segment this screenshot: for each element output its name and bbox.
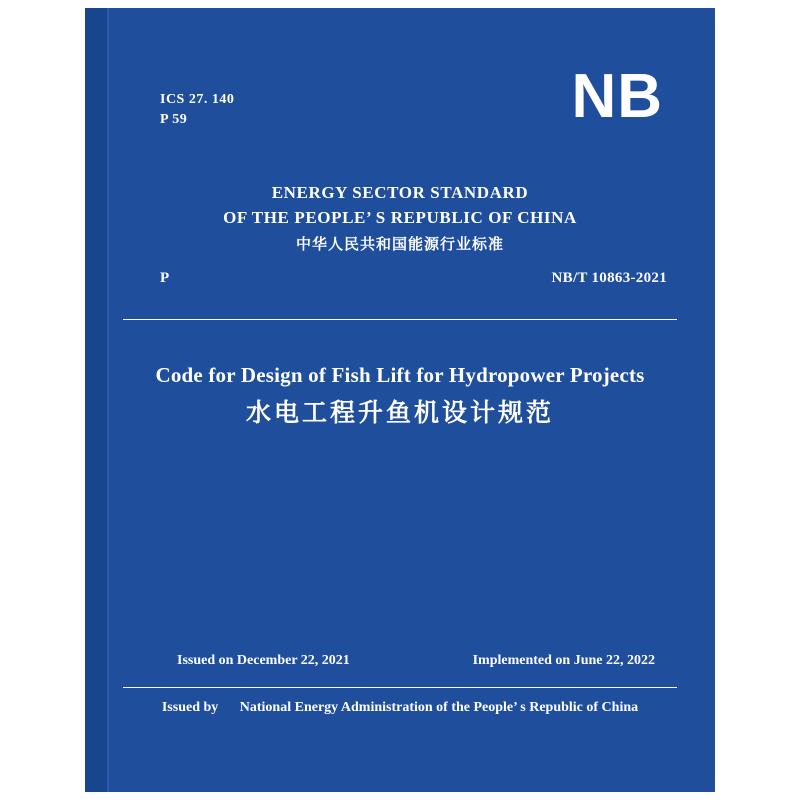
category-letter: P [160, 270, 170, 286]
ics-classification-block [160, 90, 234, 130]
standard-code-row [85, 270, 715, 292]
title-english: Code for Design of Fish Lift for Hydropower Projects [155, 363, 645, 387]
issuing-organization-block [85, 180, 715, 258]
org-line-en-2: OF THE PEOPLE’ S REPUBLIC OF CHINA [223, 208, 577, 227]
standard-cover [85, 8, 715, 792]
issued-by-label: Issued by [161, 700, 219, 715]
org-line-en-1: ENERGY SECTOR STANDARD [271, 183, 529, 202]
issued-by-organization: National Energy Administration of the People’ s Republic of China [239, 700, 639, 715]
implemented-date: Implemented on June 22, 2022 [472, 653, 655, 668]
nb-logo: NB [571, 62, 663, 131]
issuer-row [85, 700, 715, 716]
dates-row [85, 653, 715, 675]
divider-bottom [123, 687, 677, 688]
issued-date: Issued on December 22, 2021 [177, 653, 350, 668]
standard-number: NB/T 10863-2021 [551, 270, 667, 286]
title-chinese: 水电工程升鱼机设计规范 [245, 398, 554, 427]
title-block [85, 360, 715, 436]
org-line-cn: 中华人民共和国能源行业标准 [295, 235, 504, 253]
classification-code: P 59 [160, 112, 188, 127]
ics-number: ICS 27. 140 [160, 92, 235, 107]
divider-top [123, 319, 677, 320]
